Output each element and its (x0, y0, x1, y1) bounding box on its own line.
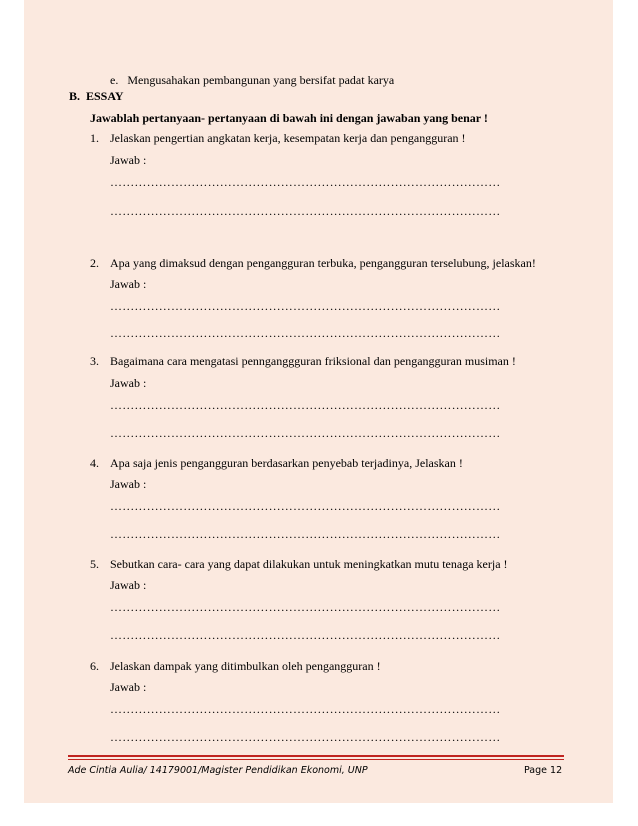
section-instruction: Jawablah pertanyaan- pertanyaan di bawah ini dengan jawaban yang benar ! (90, 111, 488, 125)
footer-rule (68, 755, 564, 757)
question-text: Jelaskan dampak yang ditimbulkan oleh pengangguran ! (110, 659, 381, 673)
answer-line: …………………………………………………………………………………… (110, 730, 501, 744)
answer-label: Jawab : (110, 277, 147, 291)
question-number: 2. (90, 256, 99, 270)
answer-line: …………………………………………………………………………………… (110, 702, 501, 716)
answer-line: …………………………………………………………………………………… (110, 628, 501, 642)
previous-option-e: e. Mengusahakan pembangunan yang bersifat padat karya (110, 73, 395, 87)
answer-label: Jawab : (110, 680, 147, 694)
page-content (24, 0, 613, 803)
page-number: Page 12 (524, 765, 563, 776)
question-number: 6. (90, 659, 99, 673)
answer-line: …………………………………………………………………………………… (110, 204, 501, 218)
question-text: Apa saja jenis pengangguran berdasarkan penyebab terjadinya, Jelaskan ! (110, 456, 463, 470)
answer-line: …………………………………………………………………………………… (110, 398, 501, 412)
document-page (24, 0, 613, 803)
question-text: Jelaskan pengertian angkatan kerja, kesempatan kerja dan pengangguran ! (110, 131, 466, 145)
answer-line: …………………………………………………………………………………… (110, 326, 501, 340)
question-text: Bagaimana cara mengatasi pennganggguran friksional dan pengangguran musiman ! (110, 354, 516, 368)
question-number: 5. (90, 557, 99, 571)
answer-line: …………………………………………………………………………………… (110, 499, 501, 513)
answer-line: …………………………………………………………………………………… (110, 175, 501, 189)
answer-label: Jawab : (110, 578, 147, 592)
answer-label: Jawab : (110, 376, 147, 390)
question-text: Sebutkan cara- cara yang dapat dilakukan untuk meningkatkan mutu tenaga kerja ! (110, 557, 508, 571)
footer-author: Ade Cintia Aulia/ 14179001/Magister Pendidikan Ekonomi, UNP (68, 765, 368, 776)
question-number: 4. (90, 456, 99, 470)
answer-label: Jawab : (110, 477, 147, 491)
answer-label: Jawab : (110, 153, 147, 167)
answer-line: …………………………………………………………………………………… (110, 600, 501, 614)
question-text: Apa yang dimaksud dengan pengangguran terbuka, pengangguran terselubung, jelaskan! (110, 256, 536, 270)
footer-rule-thin (68, 759, 564, 760)
question-number: 3. (90, 354, 99, 368)
section-heading: B. ESSAY (69, 89, 124, 103)
question-number: 1. (90, 131, 99, 145)
answer-line: …………………………………………………………………………………… (110, 299, 501, 313)
answer-line: …………………………………………………………………………………… (110, 426, 501, 440)
answer-line: …………………………………………………………………………………… (110, 527, 501, 541)
